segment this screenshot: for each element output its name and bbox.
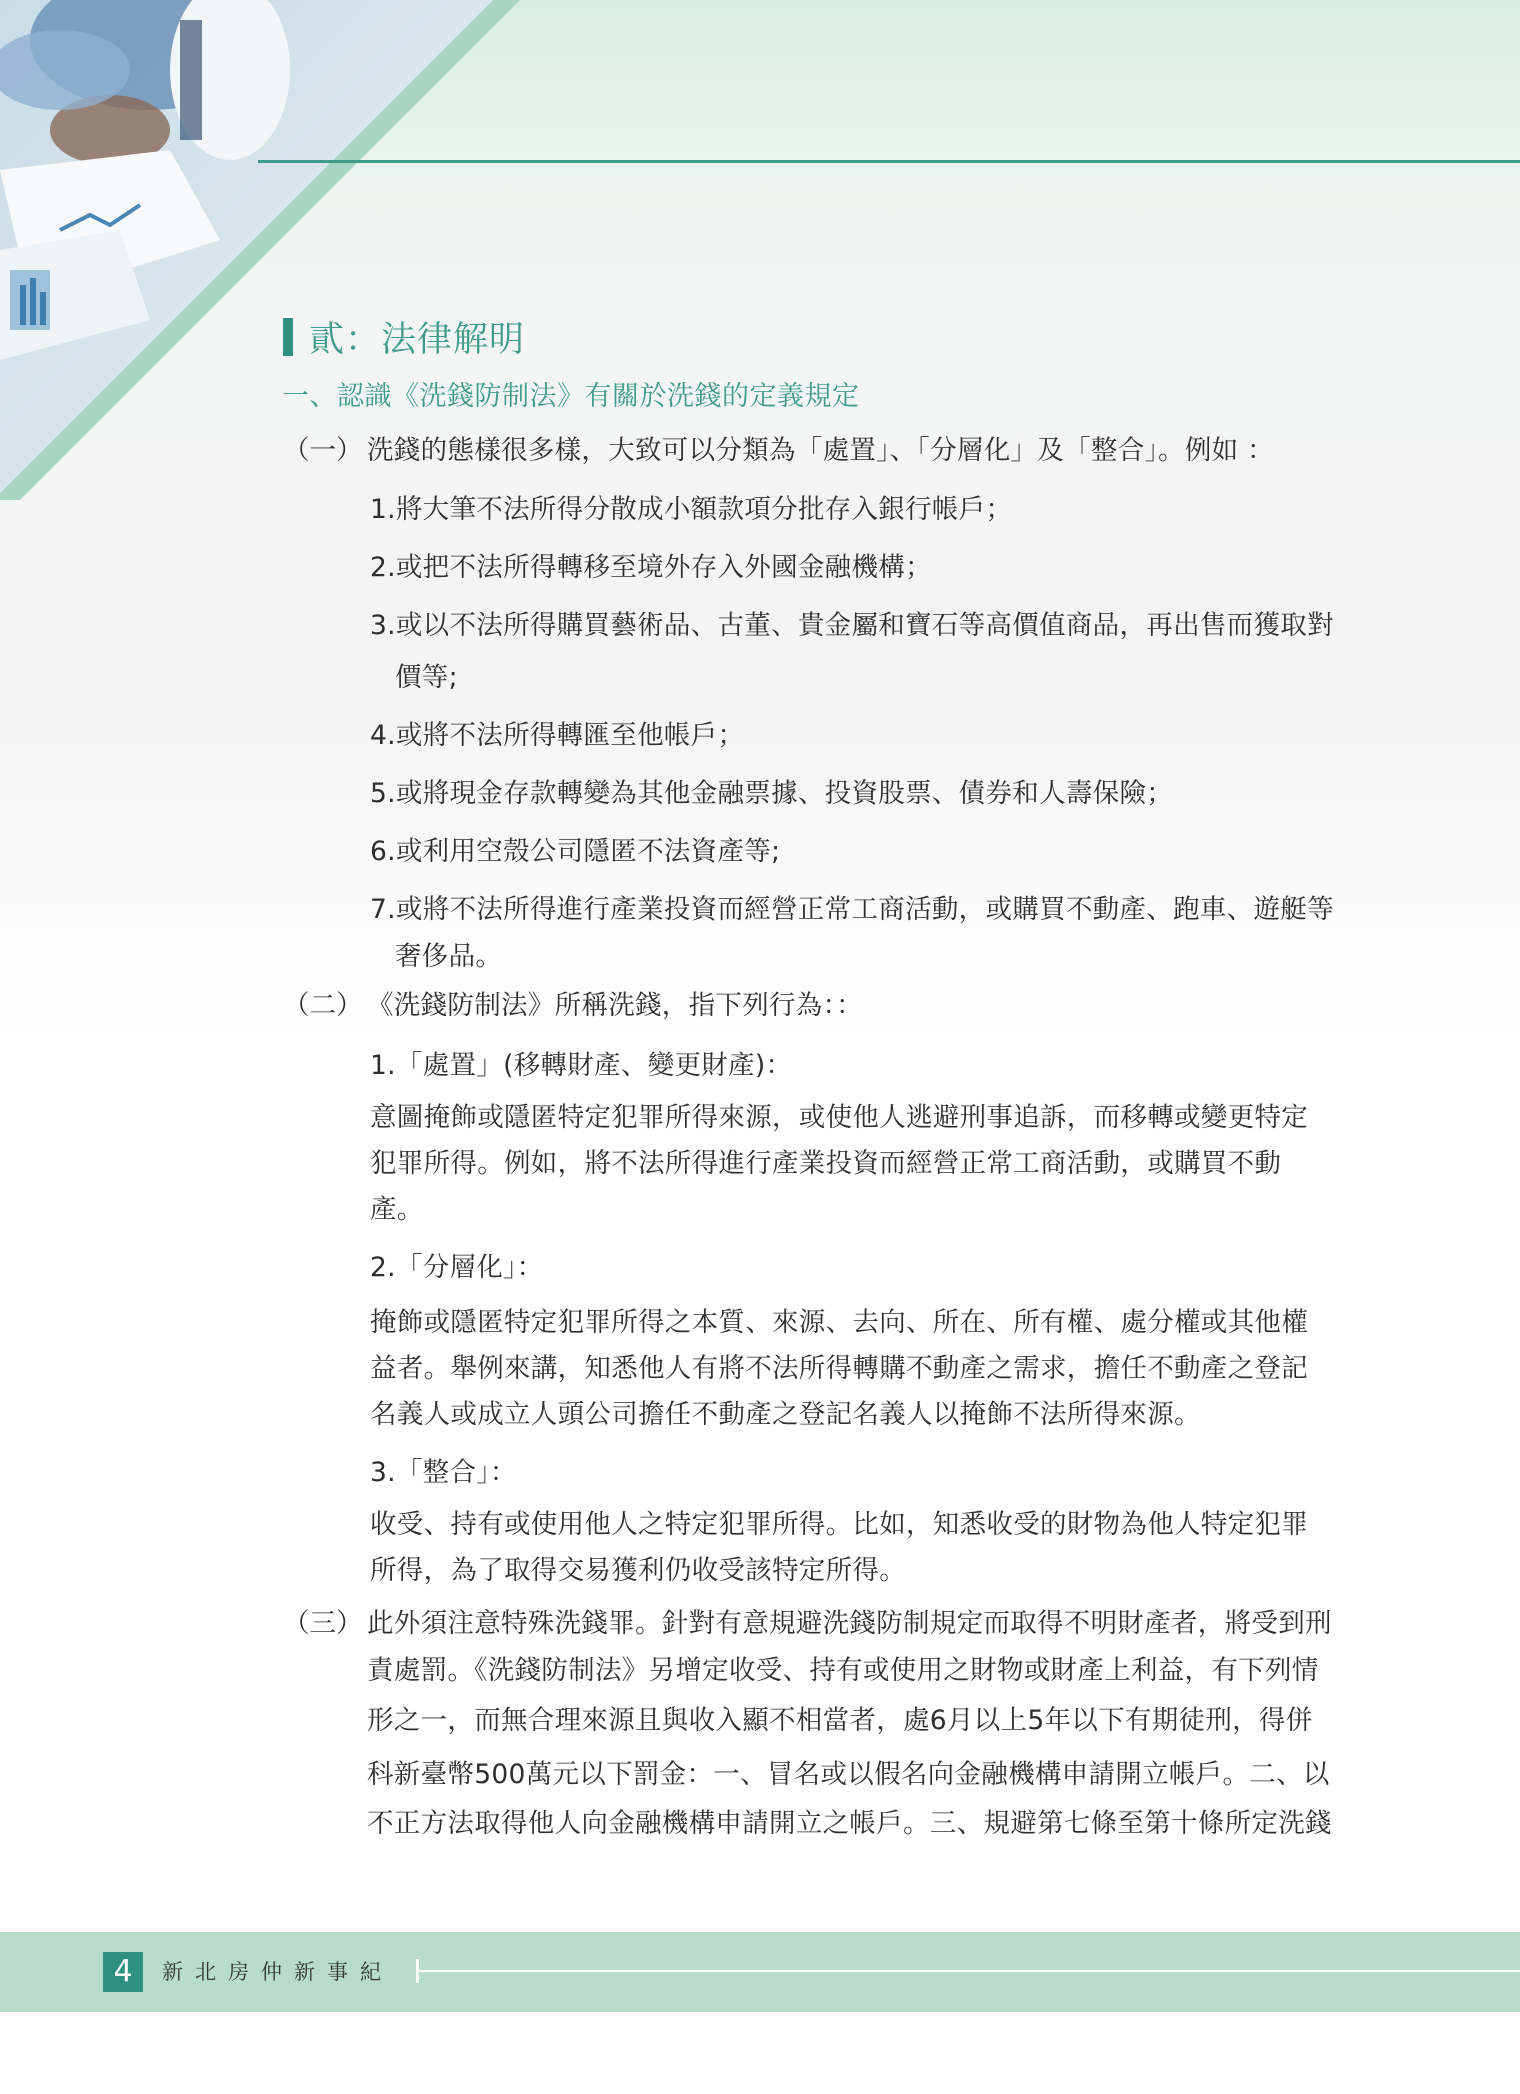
header-rule: [258, 160, 1520, 163]
list-item: 3.或以不法所得購買藝術品、古董、貴金屬和寶石等高價值商品，再出售而獲取對: [370, 610, 1334, 641]
paragraph-line: 所得，為了取得交易獲利仍收受該特定所得。: [370, 1555, 906, 1586]
paragraph-line: 此外須注意特殊洗錢罪。針對有意規避洗錢防制規定而取得不明財產者，將受到刑: [367, 1608, 1332, 1639]
paragraph-line: 不正方法取得他人向金融機構申請開立之帳戶。三、規避第七條至第十條所定洗錢: [367, 1808, 1332, 1839]
list-item: 7.或將不法所得進行產業投資而經營正常工商活動，或購買不動產、跑車、遊艇等: [370, 894, 1334, 925]
paragraph-line: 責處罰。《洗錢防制法》另增定收受、持有或使用之財物或財產上利益，有下列情: [367, 1655, 1319, 1686]
paragraph-line: 形之一，而無合理來源且與收入顯不相當者，處6月以上5年以下有期徒刑，得併: [367, 1705, 1313, 1736]
page-number: 4: [103, 1952, 143, 1992]
paragraph-line: 收受、持有或使用他人之特定犯罪所得。比如，知悉收受的財物為他人特定犯罪: [370, 1509, 1308, 1540]
paragraph-line: 產。: [370, 1194, 424, 1225]
part1-marker: （一）: [283, 435, 363, 466]
paragraph-line: 益者。舉例來講，知悉他人有將不法所得轉購不動產之需求，擔任不動產之登記: [370, 1353, 1308, 1384]
paragraph-line: 意圖掩飾或隱匿特定犯罪所得來源，或使他人逃避刑事追訴，而移轉或變更特定: [370, 1102, 1308, 1133]
list-item-continuation: 奢侈品。: [395, 941, 503, 972]
item-heading: 2.「分層化」：: [370, 1252, 544, 1283]
section-title-text: 貳：法律解明: [309, 320, 526, 360]
item-heading: 1.「處置」(移轉財產、變更財產)：: [370, 1050, 793, 1081]
part1-intro: 洗錢的態樣很多樣，大致可以分類為「處置」、「分層化」及「整合」。例如 ：: [367, 435, 1274, 466]
part3-marker: （三）: [283, 1608, 363, 1639]
part2-intro: 《洗錢防制法》所稱洗錢，指下列行為：：: [367, 990, 863, 1021]
paragraph-line: 名義人或成立人頭公司擔任不動產之登記名義人以掩飾不法所得來源。: [370, 1399, 1201, 1430]
paragraph-line: 科新臺幣500萬元以下罰金：一、冒名或以假名向金融機構申請開立帳戶。二、以: [367, 1759, 1330, 1790]
publication-title: 新北房仲新事紀: [162, 1960, 393, 1984]
list-item-continuation: 價等;: [395, 662, 458, 693]
list-item: 4.或將不法所得轉匯至他帳戶；: [370, 720, 745, 751]
header-photo: [0, 0, 520, 500]
list-item: 2.或把不法所得轉移至境外存入外國金融機構；: [370, 552, 932, 583]
footer-rule: [418, 1970, 1520, 1972]
title-accent-bar: [283, 318, 293, 356]
list-item: 5.或將現金存款轉變為其他金融票據、投資股票、債券和人壽保險；: [370, 778, 1174, 809]
list-item: 6.或利用空殼公司隱匿不法資產等;: [370, 836, 781, 867]
paragraph-line: 掩飾或隱匿特定犯罪所得之本質、來源、去向、所在、所有權、處分權或其他權: [370, 1307, 1308, 1338]
item-heading: 3.「整合」：: [370, 1457, 517, 1488]
part2-marker: （二）: [283, 990, 363, 1021]
paragraph-line: 犯罪所得。例如，將不法所得進行產業投資而經營正常工商活動，或購買不動: [370, 1148, 1282, 1179]
section-title: [283, 312, 525, 362]
subheading: 一、認識《洗錢防制法》有關於洗錢的定義規定: [282, 381, 860, 412]
list-item: 1.將大筆不法所得分散成小額款項分批存入銀行帳戶；: [370, 494, 1013, 525]
